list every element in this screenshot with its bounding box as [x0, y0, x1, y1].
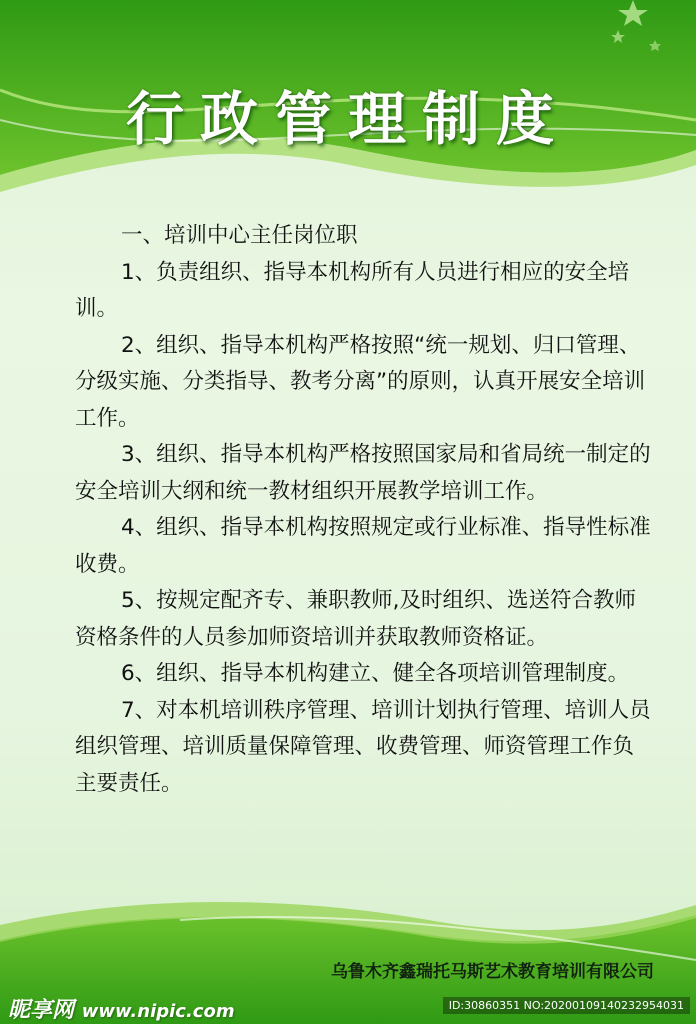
section-heading: 一、培训中心主任岗位职 — [121, 223, 358, 248]
watermark-logo — [8, 993, 235, 1024]
paragraph-6: 6、组织、指导本机构建立、健全各项培训管理制度。 — [121, 661, 630, 686]
page-title: 行政管理制度 — [125, 85, 570, 153]
paragraph-1: 1、负责组织、指导本机构所有人员进行相应的安全培训。 — [75, 259, 630, 321]
paragraph-2: 2、组织、指导本机构严格按照“统一规划、归口管理、分级实施、分类指导、教考分离”的原则，认真开展安全培训工作。 — [75, 332, 646, 431]
paragraph-4: 4、组织、指导本机构按照规定或行业标准、指导性标准收费。 — [75, 515, 651, 577]
company-name: 乌鲁木齐鑫瑞托马斯艺术教育培训有限公司 — [331, 962, 654, 982]
paragraph-5: 5、按规定配齐专、兼职教师,及时组织、选送符合教师资格条件的人员参加师资培训并获取教师资格证。 — [75, 588, 637, 650]
watermark-id: ID:30860351 NO:20200109140232954031 — [443, 997, 690, 1014]
watermark-logo-text: 昵享网 — [8, 998, 75, 1023]
watermark-url: www.nipic.com — [81, 1001, 235, 1022]
document-body — [75, 218, 655, 802]
paragraph-7: 7、对本机培训秩序管理、培训计划执行管理、培训人员组织管理、培训质量保障管理、收费管理、师资管理工作负主要责任。 — [75, 697, 651, 796]
paragraph-3: 3、组织、指导本机构严格按照国家局和省局统一制定的安全培训大纲和统一教材组织开展教学培训工作。 — [75, 442, 651, 504]
